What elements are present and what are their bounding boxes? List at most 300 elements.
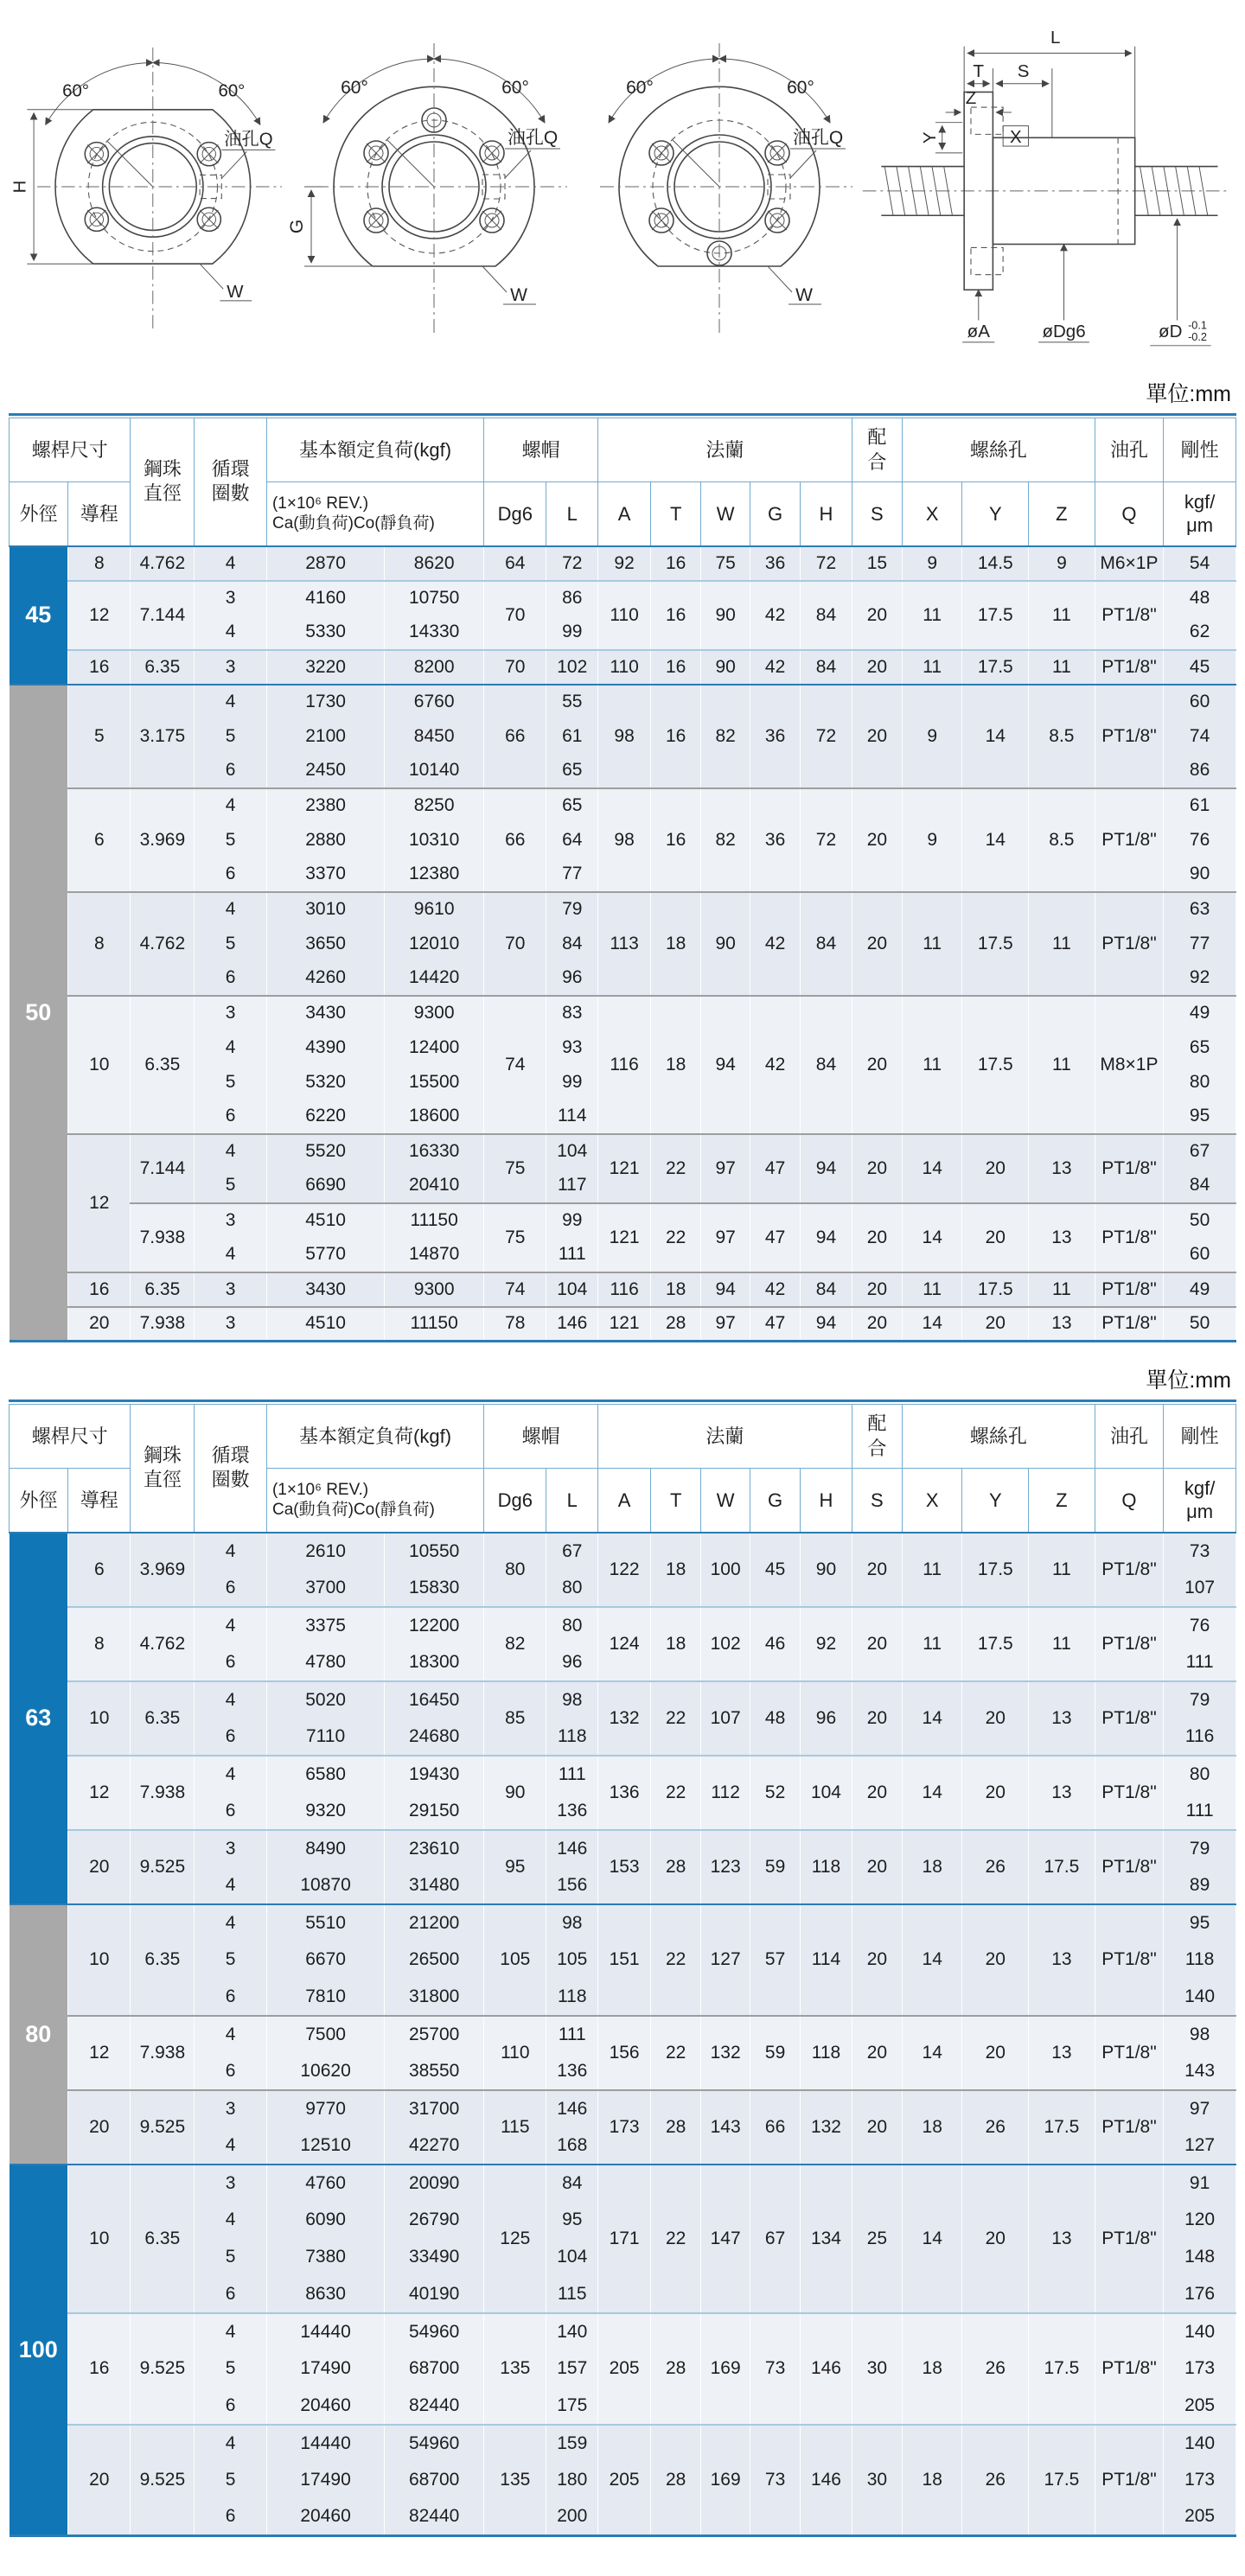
cell-nut-dg6: 82 <box>484 1607 546 1681</box>
header-ball-dia: 鋼珠直徑 <box>131 1405 195 1533</box>
cell-static-load: 54960 <box>385 2313 484 2350</box>
cell-rigidity: 173 <box>1164 2462 1236 2499</box>
cell-nut-dg6: 85 <box>484 1681 546 1756</box>
cell-turns: 4 <box>195 788 267 823</box>
cell-t: 16 <box>651 650 701 685</box>
cell-t: 22 <box>651 1681 701 1756</box>
header-flange-h: H <box>801 482 852 546</box>
table-row <box>10 1307 1236 1342</box>
cell-ball-dia: 6.35 <box>131 996 195 1134</box>
cell-w: 169 <box>701 2313 750 2425</box>
w-dim-label: W <box>795 285 813 305</box>
cell-z: 8.5 <box>1029 788 1095 892</box>
cell-z: 11 <box>1029 1272 1095 1307</box>
cell-a: 116 <box>598 1272 651 1307</box>
cell-s: 20 <box>852 788 902 892</box>
cell-a: 171 <box>598 2165 651 2313</box>
cell-w: 94 <box>701 996 750 1134</box>
cell-dynamic-load: 2870 <box>266 546 384 581</box>
cell-rigidity: 98 <box>1164 2016 1236 2053</box>
cell-rigidity: 76 <box>1164 1607 1236 1644</box>
cell-turns: 4 <box>195 2202 267 2239</box>
cell-g: 59 <box>750 1830 801 1904</box>
cell-static-load: 16330 <box>385 1134 484 1169</box>
header-flange: 法蘭 <box>598 1405 852 1469</box>
cell-static-load: 82440 <box>385 2388 484 2425</box>
cell-y: 20 <box>962 1904 1029 2016</box>
cell-ball-dia: 7.144 <box>131 581 195 650</box>
cell-rigidity: 95 <box>1164 1904 1236 1942</box>
cell-static-load: 18600 <box>385 1100 484 1134</box>
z-dim-label: Z <box>965 88 977 109</box>
header-rigidity-unit: kgf/ μm <box>1164 1469 1236 1533</box>
cell-turns: 4 <box>195 2016 267 2053</box>
header-flange-h: H <box>801 1469 852 1533</box>
cell-x: 14 <box>902 2165 962 2313</box>
cell-g: 73 <box>750 2313 801 2425</box>
cell-nut-l: 79 <box>546 892 598 927</box>
cell-t: 16 <box>651 546 701 581</box>
cell-dynamic-load: 8630 <box>266 2276 384 2313</box>
cell-g: 36 <box>750 546 801 581</box>
cell-nut-l: 84 <box>546 2165 598 2202</box>
cell-z: 13 <box>1029 2165 1095 2313</box>
cell-dynamic-load: 4780 <box>266 1644 384 1681</box>
cell-nut-l: 200 <box>546 2499 598 2536</box>
table-row <box>10 650 1236 685</box>
cell-nut-l: 95 <box>546 2202 598 2239</box>
l-dim-label: L <box>1050 27 1061 48</box>
cell-g: 42 <box>750 996 801 1134</box>
cell-nut-l: 98 <box>546 1681 598 1718</box>
cell-w: 90 <box>701 581 750 650</box>
cell-t: 22 <box>651 2165 701 2313</box>
table-row <box>10 581 1236 615</box>
cell-turns: 6 <box>195 2499 267 2536</box>
cell-rigidity: 127 <box>1164 2127 1236 2165</box>
cell-g: 57 <box>750 1904 801 2016</box>
cell-rigidity: 65 <box>1164 1030 1236 1065</box>
cell-nut-l: 146 <box>546 2090 598 2127</box>
cell-ball-dia: 7.938 <box>131 1756 195 1830</box>
cell-q: PT1/8" <box>1095 892 1163 996</box>
table-row <box>10 2016 1236 2053</box>
cell-h: 94 <box>801 1307 852 1342</box>
table-row <box>10 546 1236 581</box>
cell-static-load: 12200 <box>385 1607 484 1644</box>
spec-table-1-section <box>9 373 1236 1342</box>
cell-x: 14 <box>902 2016 962 2090</box>
cell-turns: 4 <box>195 546 267 581</box>
cell-a: 98 <box>598 788 651 892</box>
cell-dynamic-load: 7110 <box>266 1718 384 1756</box>
header-fit: 配合 <box>852 1405 902 1469</box>
cell-dynamic-load: 9770 <box>266 2090 384 2127</box>
cell-nut-dg6: 90 <box>484 1756 546 1830</box>
cell-ball-dia: 3.969 <box>131 1533 195 1607</box>
cell-turns: 6 <box>195 2276 267 2313</box>
cell-z: 9 <box>1029 546 1095 581</box>
cell-ball-dia: 9.525 <box>131 2425 195 2536</box>
table-row <box>10 1134 1236 1169</box>
cell-rigidity: 140 <box>1164 1979 1236 2016</box>
cell-nut-l: 146 <box>546 1830 598 1867</box>
cell-w: 97 <box>701 1307 750 1342</box>
cell-x: 9 <box>902 685 962 788</box>
cell-turns: 3 <box>195 996 267 1030</box>
cell-nut-l: 146 <box>546 1307 598 1342</box>
cell-turns: 6 <box>195 754 267 788</box>
cell-x: 18 <box>902 2313 962 2425</box>
cell-dynamic-load: 3430 <box>266 1272 384 1307</box>
cell-t: 18 <box>651 1533 701 1607</box>
cell-h: 134 <box>801 2165 852 2313</box>
header-rigidity: 剛性 <box>1164 1405 1236 1469</box>
cell-rigidity: 118 <box>1164 1942 1236 1979</box>
cell-ball-dia: 9.525 <box>131 2313 195 2425</box>
cell-static-load: 26790 <box>385 2202 484 2239</box>
cell-t: 16 <box>651 581 701 650</box>
cell-rigidity: 92 <box>1164 961 1236 996</box>
cell-turns: 3 <box>195 650 267 685</box>
cell-rigidity: 140 <box>1164 2313 1236 2350</box>
cell-y: 17.5 <box>962 1607 1029 1681</box>
cell-a: 113 <box>598 892 651 996</box>
cell-rigidity: 120 <box>1164 2202 1236 2239</box>
cell-q: PT1/8" <box>1095 1607 1163 1681</box>
cell-g: 47 <box>750 1203 801 1272</box>
cell-h: 94 <box>801 1203 852 1272</box>
table-row <box>10 1203 1236 1238</box>
cell-nut-l: 93 <box>546 1030 598 1065</box>
cell-turns: 4 <box>195 1030 267 1065</box>
cell-lead: 10 <box>68 2165 131 2313</box>
cell-x: 11 <box>902 1272 962 1307</box>
header-flange-w: W <box>701 482 750 546</box>
cell-rigidity: 205 <box>1164 2388 1236 2425</box>
cell-x: 14 <box>902 1134 962 1203</box>
cell-turns: 5 <box>195 1169 267 1203</box>
cell-t: 22 <box>651 2016 701 2090</box>
cell-rigidity: 74 <box>1164 719 1236 754</box>
cell-static-load: 12380 <box>385 858 484 892</box>
header-nut: 螺帽 <box>484 418 598 482</box>
cell-dynamic-load: 9320 <box>266 1793 384 1830</box>
cell-a: 110 <box>598 650 651 685</box>
w-dim-label: W <box>227 283 244 303</box>
cell-w: 94 <box>701 1272 750 1307</box>
header-hole-x: X <box>902 1469 962 1533</box>
cell-dynamic-load: 5020 <box>266 1681 384 1718</box>
cell-turns: 4 <box>195 2313 267 2350</box>
t-dim-label: T <box>973 61 985 81</box>
dia-d-tolerance-lower: -0.2 <box>1188 329 1207 343</box>
cell-turns: 4 <box>195 685 267 719</box>
cell-rigidity: 60 <box>1164 685 1236 719</box>
cell-dynamic-load: 6690 <box>266 1169 384 1203</box>
ball-screw-spec-table-2 <box>9 1404 1236 2537</box>
cell-static-load: 14330 <box>385 615 484 650</box>
cell-a: 153 <box>598 1830 651 1904</box>
cell-t: 28 <box>651 2425 701 2536</box>
cell-nut-l: 159 <box>546 2425 598 2462</box>
header-oil-q: Q <box>1095 482 1163 546</box>
cell-w: 123 <box>701 1830 750 1904</box>
cell-static-load: 6760 <box>385 685 484 719</box>
cell-dynamic-load: 3370 <box>266 858 384 892</box>
s-dim-label: S <box>1017 61 1030 81</box>
cell-static-load: 14870 <box>385 1238 484 1272</box>
cell-turns: 4 <box>195 892 267 927</box>
cell-dynamic-load: 17490 <box>266 2350 384 2388</box>
table-row <box>10 892 1236 927</box>
cell-a: 110 <box>598 581 651 650</box>
header-flange-g: G <box>750 1469 801 1533</box>
cell-x: 11 <box>902 996 962 1134</box>
cell-y: 20 <box>962 1756 1029 1830</box>
cell-z: 11 <box>1029 581 1095 650</box>
cell-x: 18 <box>902 1830 962 1904</box>
cell-ball-dia: 7.144 <box>131 1134 195 1203</box>
header-flange-t: T <box>651 1469 701 1533</box>
header-od: 外徑 <box>10 1469 68 1533</box>
cell-x: 11 <box>902 1533 962 1607</box>
cell-static-load: 12400 <box>385 1030 484 1065</box>
cell-z: 13 <box>1029 1756 1095 1830</box>
cell-dynamic-load: 5770 <box>266 1238 384 1272</box>
cell-rigidity: 79 <box>1164 1830 1236 1867</box>
cell-nut-l: 115 <box>546 2276 598 2313</box>
unit-label: 單位:mm <box>1146 1368 1231 1393</box>
cell-w: 127 <box>701 1904 750 2016</box>
angle-label: 60° <box>341 78 368 98</box>
cell-lead: 10 <box>68 1904 131 2016</box>
cell-dynamic-load: 7810 <box>266 1979 384 2016</box>
cell-turns: 3 <box>195 1830 267 1867</box>
cell-rigidity: 116 <box>1164 1718 1236 1756</box>
cell-ball-dia: 3.969 <box>131 788 195 892</box>
header-ball-dia: 鋼珠直徑 <box>131 418 195 546</box>
cell-y: 14 <box>962 685 1029 788</box>
header-load-sub: (1×10⁶ REV.) Ca(動負荷)Co(靜負荷) <box>266 482 483 546</box>
cell-h: 90 <box>801 1533 852 1607</box>
cell-nut-l: 61 <box>546 719 598 754</box>
cell-t: 22 <box>651 1756 701 1830</box>
cell-dynamic-load: 14440 <box>266 2425 384 2462</box>
cell-s: 20 <box>852 1134 902 1203</box>
header-lead: 導程 <box>68 482 131 546</box>
cell-rigidity: 97 <box>1164 2090 1236 2127</box>
angle-label: 60° <box>218 81 246 101</box>
cell-rigidity: 80 <box>1164 1756 1236 1793</box>
cell-lead: 12 <box>68 2016 131 2090</box>
cell-nut-l: 104 <box>546 2239 598 2276</box>
cell-y: 17.5 <box>962 581 1029 650</box>
cell-t: 18 <box>651 892 701 996</box>
cell-t: 22 <box>651 1904 701 2016</box>
cell-q: PT1/8" <box>1095 1756 1163 1830</box>
cell-lead: 20 <box>68 1830 131 1904</box>
cell-static-load: 31800 <box>385 1979 484 2016</box>
cell-w: 90 <box>701 650 750 685</box>
cell-q: PT1/8" <box>1095 2090 1163 2165</box>
cell-turns: 3 <box>195 1203 267 1238</box>
cell-turns: 4 <box>195 1867 267 1904</box>
cell-q: PT1/8" <box>1095 650 1163 685</box>
cell-y: 20 <box>962 1681 1029 1756</box>
cell-dynamic-load: 6220 <box>266 1100 384 1134</box>
cell-nut-dg6: 70 <box>484 892 546 996</box>
cell-y: 20 <box>962 2165 1029 2313</box>
table-row <box>10 788 1236 823</box>
cell-rigidity: 140 <box>1164 2425 1236 2462</box>
cell-q: PT1/8" <box>1095 1681 1163 1756</box>
cell-nut-l: 83 <box>546 996 598 1030</box>
table-row <box>10 1681 1236 1718</box>
cell-g: 47 <box>750 1307 801 1342</box>
header-oil: 油孔 <box>1095 1405 1163 1469</box>
cell-a: 92 <box>598 546 651 581</box>
cell-dynamic-load: 10620 <box>266 2053 384 2090</box>
angle-label: 60° <box>62 81 89 101</box>
cell-h: 118 <box>801 2016 852 2090</box>
cell-rigidity: 91 <box>1164 2165 1236 2202</box>
cell-static-load: 33490 <box>385 2239 484 2276</box>
cell-static-load: 10140 <box>385 754 484 788</box>
cell-turns: 5 <box>195 927 267 961</box>
cell-nut-l: 102 <box>546 650 598 685</box>
x-dim-label: X <box>1009 127 1022 148</box>
cell-y: 26 <box>962 2425 1029 2536</box>
cell-static-load: 10310 <box>385 823 484 858</box>
dia-a-label: øA <box>967 322 990 342</box>
cell-h: 146 <box>801 2313 852 2425</box>
cell-nut-dg6: 64 <box>484 546 546 581</box>
cell-turns: 4 <box>195 2127 267 2165</box>
cell-rigidity: 148 <box>1164 2239 1236 2276</box>
cell-nut-l: 136 <box>546 2053 598 2090</box>
cell-z: 13 <box>1029 1203 1095 1272</box>
angle-label: 60° <box>626 78 654 98</box>
cell-nut-l: 117 <box>546 1169 598 1203</box>
cell-dynamic-load: 4510 <box>266 1307 384 1342</box>
cell-ball-dia: 7.938 <box>131 1307 195 1342</box>
cell-dynamic-load: 7380 <box>266 2239 384 2276</box>
cell-rigidity: 84 <box>1164 1169 1236 1203</box>
header-turns: 循環圈數 <box>195 1405 267 1533</box>
cell-lead: 20 <box>68 1307 131 1342</box>
cell-s: 20 <box>852 650 902 685</box>
cell-y: 20 <box>962 1307 1029 1342</box>
cell-g: 42 <box>750 581 801 650</box>
cell-t: 18 <box>651 996 701 1134</box>
cell-static-load: 10750 <box>385 581 484 615</box>
cell-ball-dia: 7.938 <box>131 1203 195 1272</box>
header-fit: 配合 <box>852 418 902 482</box>
cell-dynamic-load: 6090 <box>266 2202 384 2239</box>
table-row <box>10 2425 1236 2462</box>
cell-h: 84 <box>801 581 852 650</box>
cell-g: 42 <box>750 892 801 996</box>
cell-s: 25 <box>852 2165 902 2313</box>
cell-static-load: 9610 <box>385 892 484 927</box>
cell-z: 11 <box>1029 1607 1095 1681</box>
cell-turns: 3 <box>195 1272 267 1307</box>
cell-nut-l: 180 <box>546 2462 598 2499</box>
cell-static-load: 40190 <box>385 2276 484 2313</box>
cell-w: 147 <box>701 2165 750 2313</box>
cell-y: 17.5 <box>962 1272 1029 1307</box>
table-row <box>10 1756 1236 1793</box>
cell-turns: 5 <box>195 823 267 858</box>
cell-z: 13 <box>1029 1904 1095 2016</box>
cell-lead: 6 <box>68 1533 131 1607</box>
cell-t: 28 <box>651 1307 701 1342</box>
cell-rigidity: 111 <box>1164 1793 1236 1830</box>
cell-ball-dia: 6.35 <box>131 650 195 685</box>
cell-z: 11 <box>1029 996 1095 1134</box>
cell-w: 107 <box>701 1681 750 1756</box>
cell-dynamic-load: 5510 <box>266 1904 384 1942</box>
cell-nut-l: 64 <box>546 823 598 858</box>
cell-q: PT1/8" <box>1095 685 1163 788</box>
cell-w: 102 <box>701 1607 750 1681</box>
cell-static-load: 68700 <box>385 2462 484 2499</box>
cell-nut-l: 99 <box>546 1203 598 1238</box>
cell-s: 30 <box>852 2313 902 2425</box>
header-hole-y: Y <box>962 482 1029 546</box>
table-row <box>10 1533 1236 1570</box>
cell-static-load: 68700 <box>385 2350 484 2388</box>
cell-q: PT1/8" <box>1095 2313 1163 2425</box>
cell-y: 26 <box>962 2313 1029 2425</box>
cell-s: 20 <box>852 892 902 996</box>
dia-d-label: øD <box>1159 322 1183 342</box>
cell-rigidity: 95 <box>1164 1100 1236 1134</box>
cell-ball-dia: 9.525 <box>131 2090 195 2165</box>
cell-nut-l: 118 <box>546 1718 598 1756</box>
cell-w: 112 <box>701 1756 750 1830</box>
cell-w: 82 <box>701 788 750 892</box>
header-hole-z: Z <box>1029 1469 1095 1533</box>
header-load: 基本額定負荷(kgf) <box>266 418 483 482</box>
header-nut-dg6: Dg6 <box>484 1469 546 1533</box>
cell-z: 8.5 <box>1029 685 1095 788</box>
cell-g: 36 <box>750 685 801 788</box>
header-hole-x: X <box>902 482 962 546</box>
cell-lead: 10 <box>68 1681 131 1756</box>
cell-nut-dg6: 70 <box>484 650 546 685</box>
cell-rigidity: 62 <box>1164 615 1236 650</box>
cell-rigidity: 90 <box>1164 858 1236 892</box>
cell-z: 17.5 <box>1029 2425 1095 2536</box>
cell-g: 66 <box>750 2090 801 2165</box>
cell-x: 9 <box>902 546 962 581</box>
header-rigidity-unit: kgf/ μm <box>1164 482 1236 546</box>
cell-nut-l: 96 <box>546 961 598 996</box>
cell-x: 18 <box>902 2425 962 2536</box>
cell-dynamic-load: 2450 <box>266 754 384 788</box>
cell-w: 97 <box>701 1134 750 1203</box>
cell-turns: 4 <box>195 1681 267 1718</box>
cell-dynamic-load: 4510 <box>266 1203 384 1238</box>
cell-dynamic-load: 3650 <box>266 927 384 961</box>
cell-rigidity: 76 <box>1164 823 1236 858</box>
cell-g: 42 <box>750 1272 801 1307</box>
cell-nut-l: 99 <box>546 615 598 650</box>
cell-dynamic-load: 3010 <box>266 892 384 927</box>
cell-rigidity: 50 <box>1164 1203 1236 1238</box>
